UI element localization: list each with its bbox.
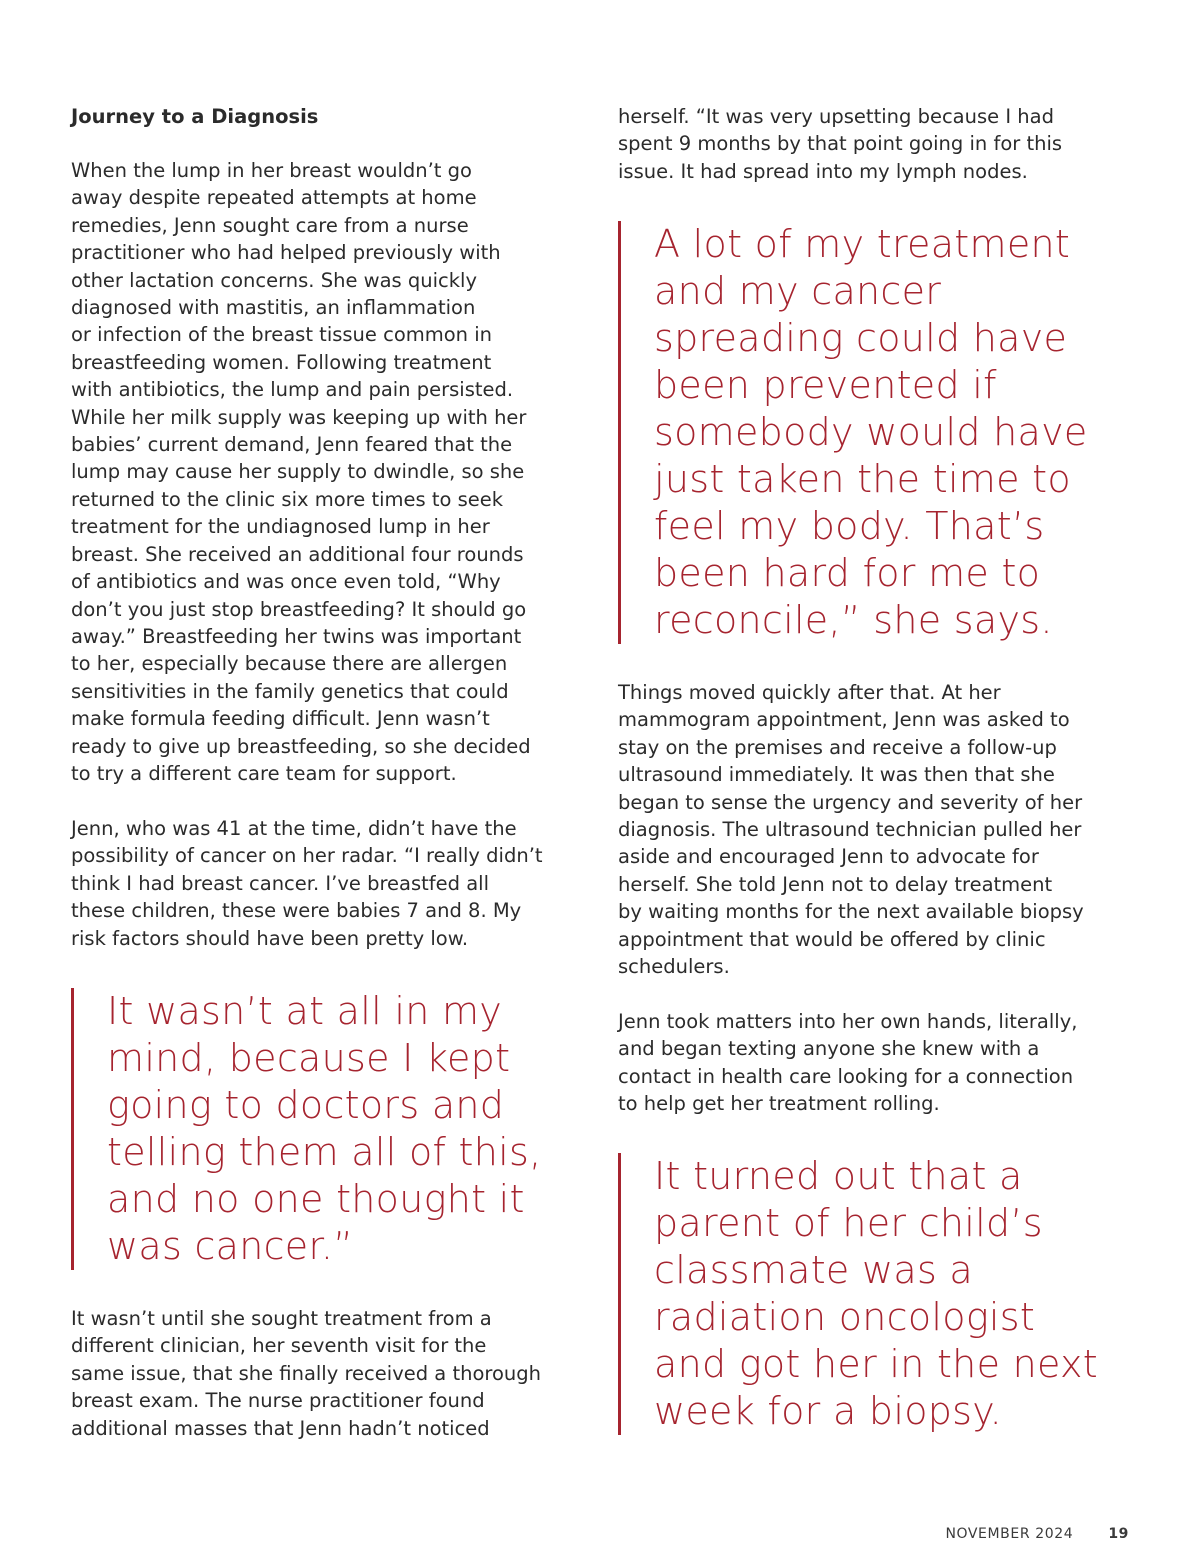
quote-line: been prevented if (654, 363, 997, 407)
text-line: or infection of the breast tissue common in (71, 323, 493, 347)
text-line: sensitivities in the family genetics that could (71, 679, 509, 703)
quote-line: been hard for me to (654, 551, 1041, 595)
text-line: treatment for the undiagnosed lump in her (71, 515, 490, 539)
quote-line: telling them all of this, (107, 1130, 542, 1174)
text-line: aside and encouraged Jenn to advocate for (618, 845, 1039, 869)
text-line: and began texting anyone she knew with a (618, 1037, 1040, 1061)
pull-quote (618, 221, 1088, 644)
text-line: stay on the premises and receive a follow-up (618, 735, 1057, 759)
text-line: herself. She told Jenn not to delay treatment (618, 872, 1053, 896)
text-line: think I had breast cancer. I’ve breastfed all (71, 871, 490, 895)
text-line: ultrasound immediately. It was then that she (618, 763, 1055, 787)
text-line: additional masses that Jenn hadn’t noticed (71, 1416, 490, 1440)
section-heading: Journey to a Diagnosis (71, 105, 319, 128)
quote-line: going to doctors and (107, 1083, 505, 1127)
text-line: babies’ current demand, Jenn feared that the (71, 433, 513, 457)
text-line: returned to the clinic six more times to seek (71, 487, 504, 511)
pull-quote (71, 988, 541, 1270)
text-line: don’t you just stop breastfeeding? It should go (71, 597, 527, 621)
pull-quote (618, 1153, 1098, 1435)
quote-line: and no one thought it (107, 1177, 525, 1221)
text-line: schedulers. (618, 955, 730, 979)
quote-line: and got her in the next (654, 1342, 1099, 1386)
text-line: of antibiotics and was once even told, “Why (71, 570, 501, 594)
issue-date: NOVEMBER 2024 (945, 1526, 1074, 1542)
quote-line: It turned out that a (654, 1154, 1023, 1198)
body-paragraph (71, 1305, 541, 1442)
body-paragraph (71, 815, 543, 952)
quote-line: It wasn’t at all in my (107, 989, 503, 1033)
text-line: It wasn’t until she sought treatment from a (71, 1307, 492, 1330)
text-line: ready to give up breastfeeding, so she decided (71, 734, 531, 758)
text-line: diagnosed with mastitis, an inflammation (71, 296, 476, 320)
text-line: away.” Breastfeeding her twins was important (71, 624, 522, 648)
body-paragraph (71, 157, 531, 787)
text-line: risk factors should have been pretty low. (71, 926, 469, 950)
text-line: Jenn, who was 41 at the time, didn’t have the (71, 817, 517, 840)
body-paragraph (618, 103, 1062, 185)
text-line: Things moved quickly after that. At her (618, 681, 1001, 704)
text-line: breastfeeding women. Following treatment (71, 350, 492, 374)
quote-line: parent of her child’s (654, 1201, 1043, 1245)
body-paragraph (618, 679, 1084, 980)
quote-line: spreading could have (654, 316, 1068, 360)
quote-line: A lot of my treatment (654, 222, 1071, 266)
quote-line: mind, because I kept (107, 1036, 511, 1080)
text-line: began to sense the urgency and severity of her (618, 790, 1083, 814)
text-line: these children, these were babies 7 and 8. My (71, 899, 522, 923)
text-line: by waiting months for the next available biopsy (618, 900, 1084, 924)
text-line: While her milk supply was keeping up with her (71, 405, 527, 429)
quote-line: was cancer.” (107, 1224, 354, 1268)
text-line: with antibiotics, the lump and pain persisted. (71, 378, 514, 402)
text-line: spent 9 months by that point going in for this (618, 132, 1063, 156)
text-line: different clinician, her seventh visit for the (71, 1334, 487, 1358)
text-line: herself. “It was very upsetting because I had (618, 105, 1054, 128)
text-line: to help get her treatment rolling. (618, 1092, 940, 1116)
text-line: practitioner who had helped previously with (71, 241, 501, 265)
page-footer (945, 1526, 1129, 1542)
quote-line: reconcile,” she says. (654, 598, 1053, 642)
text-line: breast exam. The nurse practitioner found (71, 1389, 485, 1413)
text-line: When the lump in her breast wouldn’t go (71, 159, 472, 182)
text-line: other lactation concerns. She was quickly (71, 268, 478, 292)
text-line: appointment that would be offered by clinic (618, 927, 1046, 951)
body-paragraph (618, 1008, 1077, 1118)
text-line: diagnosis. The ultrasound technician pulled her (618, 818, 1082, 842)
quote-line: radiation oncologist (654, 1295, 1036, 1339)
page-number: 19 (1108, 1526, 1129, 1542)
quote-line: classmate was a (654, 1248, 974, 1292)
text-line: possibility of cancer on her radar. “I really didn’t (71, 844, 543, 868)
text-line: remedies, Jenn sought care from a nurse (71, 213, 469, 237)
text-line: to her, especially because there are allergen (71, 652, 508, 676)
text-line: mammogram appointment, Jenn was asked to (618, 708, 1070, 732)
text-line: to try a different care team for support. (71, 761, 457, 785)
text-line: away despite repeated attempts at home (71, 186, 477, 210)
quote-line: feel my body. That’s (654, 504, 1045, 548)
quote-line: somebody would have (654, 410, 1088, 454)
quote-line: week for a biopsy. (654, 1389, 1003, 1433)
quote-line: just taken the time to (654, 457, 1071, 501)
text-line: make formula feeding difficult. Jenn wasn’t (71, 707, 490, 731)
text-line: same issue, that she finally received a thorough (71, 1361, 541, 1385)
text-line: breast. She received an additional four rounds (71, 542, 524, 566)
text-line: issue. It had spread into my lymph nodes. (618, 159, 1028, 183)
quote-line: and my cancer (654, 269, 942, 313)
text-line: lump may cause her supply to dwindle, so she (71, 460, 525, 484)
text-line: Jenn took matters into her own hands, literally, (618, 1010, 1078, 1033)
text-line: contact in health care looking for a connection (618, 1064, 1074, 1088)
